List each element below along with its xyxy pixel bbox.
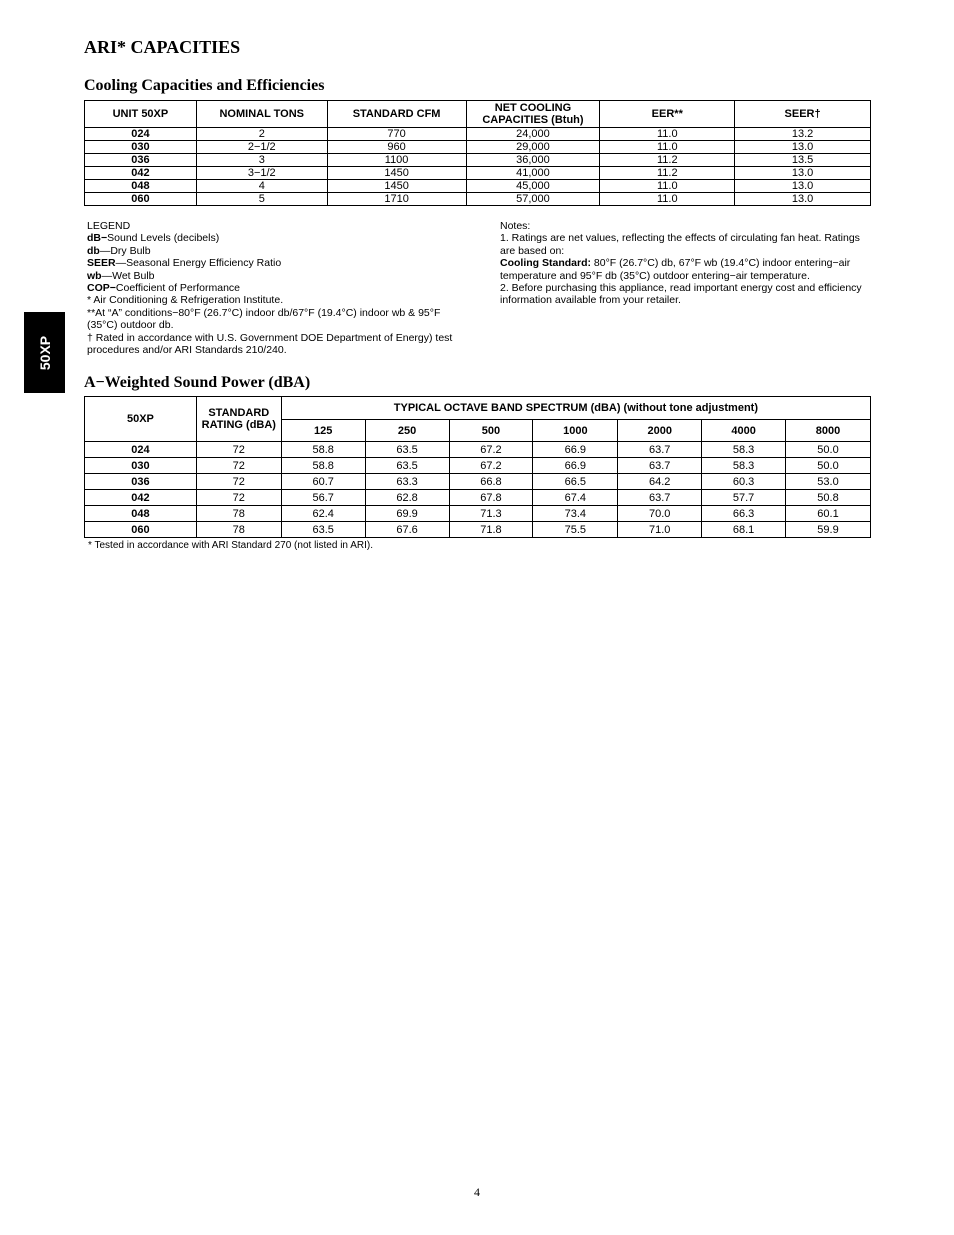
table-cell: 60.3	[702, 474, 786, 490]
table-cell: 71.3	[449, 506, 533, 522]
table-cell: 024	[85, 128, 197, 141]
table-row	[85, 154, 871, 167]
table-cell: 41,000	[466, 167, 600, 180]
table-cell: 71.0	[618, 522, 702, 538]
table-cell: 36,000	[466, 154, 600, 167]
table-cell: 042	[85, 167, 197, 180]
table-cell: 63.5	[365, 442, 449, 458]
note-item: 1. Ratings are net values, reflecting the effects of circulating fan heat. Ratings are based on:	[500, 232, 860, 257]
table-cell: 63.5	[365, 458, 449, 474]
table-cell: 060	[85, 522, 197, 538]
table-cell: 11.0	[600, 180, 735, 193]
legend-term: SEER	[87, 257, 116, 270]
legend-item	[87, 245, 467, 257]
table-header-row	[85, 101, 871, 128]
table-cell: 66.3	[702, 506, 786, 522]
table-cell: 62.8	[365, 490, 449, 506]
table-cell: 13.0	[735, 167, 871, 180]
legend-desc: Sound Levels (decibels)	[107, 232, 220, 245]
table-cell: 66.5	[533, 474, 618, 490]
table-cell: 50.8	[786, 490, 871, 506]
table-cell: 60.1	[786, 506, 871, 522]
sound-footnote: * Tested in accordance with ARI Standard 270 (not listed in ARI).	[88, 540, 373, 551]
column-header: NET COOLING CAPACITIES (Btuh)	[466, 101, 600, 128]
table-cell: 57,000	[466, 193, 600, 206]
band-header: 250	[365, 420, 449, 442]
table-cell: 11.0	[600, 141, 735, 154]
table-cell: 2	[196, 128, 327, 141]
table-cell: 78	[196, 506, 281, 522]
table-cell: 72	[196, 458, 281, 474]
legend-term: db	[87, 244, 100, 257]
legend-footnote: † Rated in accordance with U.S. Government DOE Department of Energy) test procedures and/or ARI Standards 210/240.	[87, 331, 453, 357]
table-cell: 58.8	[281, 442, 365, 458]
column-header: 50XP	[85, 397, 197, 442]
table-cell: 50.0	[786, 442, 871, 458]
column-header: SEER†	[735, 101, 871, 128]
table-row	[85, 490, 871, 506]
band-header: 125	[281, 420, 365, 442]
legend-desc: —Dry Bulb	[99, 244, 151, 257]
table-cell: 770	[327, 128, 466, 141]
table-cell: 78	[196, 522, 281, 538]
cooling-standard-text: 80°F (26.7°C) db, 67°F wb (19.4°C) indoor entering−air temperature and 95°F db (35°C) outdoor entering−air temperature.	[500, 257, 851, 282]
table-header-row	[85, 397, 871, 420]
table-row	[85, 506, 871, 522]
table-cell: 13.2	[735, 128, 871, 141]
table-cell: 73.4	[533, 506, 618, 522]
table-cell: 66.9	[533, 442, 618, 458]
table-cell: 72	[196, 474, 281, 490]
table-cell: 64.2	[618, 474, 702, 490]
table-cell: 75.5	[533, 522, 618, 538]
table-cell: 24,000	[466, 128, 600, 141]
table-row	[85, 167, 871, 180]
legend-term: COP−	[87, 282, 116, 295]
table-cell: 11.2	[600, 154, 735, 167]
table-cell: 29,000	[466, 141, 600, 154]
column-header: TYPICAL OCTAVE BAND SPECTRUM (dBA) (without tone adjustment)	[281, 397, 870, 420]
table-row	[85, 442, 871, 458]
table-cell: 60.7	[281, 474, 365, 490]
cooling-standard-label: Cooling Standard:	[500, 257, 591, 270]
table-cell: 3	[196, 154, 327, 167]
table-cell: 1710	[327, 193, 466, 206]
table-cell: 66.9	[533, 458, 618, 474]
table-cell: 1450	[327, 167, 466, 180]
table-cell: 11.0	[600, 193, 735, 206]
table-cell: 57.7	[702, 490, 786, 506]
table-cell: 58.8	[281, 458, 365, 474]
table-cell: 11.2	[600, 167, 735, 180]
table-cell: 56.7	[281, 490, 365, 506]
note-item: 2. Before purchasing this appliance, read important energy cost and efficiency information available from your retailer.	[500, 282, 862, 307]
table-row	[85, 458, 871, 474]
sound-section-title: A−Weighted Sound Power (dBA)	[84, 374, 311, 391]
table-cell: 50.0	[786, 458, 871, 474]
table-cell: 70.0	[618, 506, 702, 522]
table-cell: 13.5	[735, 154, 871, 167]
table-cell: 048	[85, 180, 197, 193]
column-header: STANDARD CFM	[327, 101, 466, 128]
table-cell: 030	[85, 141, 197, 154]
column-header: EER**	[600, 101, 735, 128]
table-row	[85, 193, 871, 206]
table-cell: 62.4	[281, 506, 365, 522]
table-cell: 53.0	[786, 474, 871, 490]
table-row	[85, 141, 871, 154]
column-header: NOMINAL TONS	[196, 101, 327, 128]
legend-term: wb	[87, 269, 102, 282]
band-header: 4000	[702, 420, 786, 442]
table-cell: 036	[85, 474, 197, 490]
band-header: 8000	[786, 420, 871, 442]
table-row	[85, 180, 871, 193]
table-cell: 58.3	[702, 442, 786, 458]
table-row	[85, 128, 871, 141]
table-cell: 68.1	[702, 522, 786, 538]
legend-heading: LEGEND	[87, 220, 131, 232]
band-header: 500	[449, 420, 533, 442]
band-header: 2000	[618, 420, 702, 442]
side-tab	[24, 312, 65, 393]
table-cell: 036	[85, 154, 197, 167]
column-header: STANDARD RATING (dBA)	[196, 397, 281, 442]
table-cell: 2−1/2	[196, 141, 327, 154]
legend-item	[87, 257, 467, 269]
table-row	[85, 522, 871, 538]
table-cell: 66.8	[449, 474, 533, 490]
table-cell: 67.8	[449, 490, 533, 506]
notes-heading: Notes:	[500, 220, 531, 232]
legend-term: dB−	[87, 232, 108, 245]
sound-power-table	[84, 396, 871, 538]
table-row	[85, 474, 871, 490]
legend-footnote: **At “A” conditions−80°F (26.7°C) indoor db/67°F (19.4°C) indoor wb & 95°F (35°C) outdoor db.	[87, 306, 441, 332]
legend-item	[87, 232, 467, 244]
table-cell: 72	[196, 490, 281, 506]
table-cell: 960	[327, 141, 466, 154]
table-cell: 024	[85, 442, 197, 458]
legend-desc: —Seasonal Energy Efficiency Ratio	[115, 257, 282, 270]
legend-desc: Coefficient of Performance	[115, 282, 241, 295]
table-cell: 13.0	[735, 141, 871, 154]
table-cell: 67.6	[365, 522, 449, 538]
note-cooling-standard	[500, 257, 875, 282]
table-cell: 060	[85, 193, 197, 206]
table-cell: 4	[196, 180, 327, 193]
notes	[500, 220, 875, 307]
legend-item	[87, 270, 467, 282]
table-cell: 45,000	[466, 180, 600, 193]
table-cell: 5	[196, 193, 327, 206]
table-cell: 11.0	[600, 128, 735, 141]
table-cell: 59.9	[786, 522, 871, 538]
legend	[87, 220, 467, 356]
table-cell: 1450	[327, 180, 466, 193]
table-cell: 048	[85, 506, 197, 522]
table-cell: 67.2	[449, 458, 533, 474]
table-cell: 13.0	[735, 193, 871, 206]
table-cell: 3−1/2	[196, 167, 327, 180]
table-cell: 1100	[327, 154, 466, 167]
table-cell: 58.3	[702, 458, 786, 474]
cooling-capacities-table	[84, 100, 871, 206]
legend-footnote: * Air Conditioning & Refrigeration Institute.	[87, 294, 284, 307]
side-tab-label: 50XP	[36, 335, 53, 370]
table-cell: 72	[196, 442, 281, 458]
table-cell: 63.7	[618, 458, 702, 474]
table-cell: 63.3	[365, 474, 449, 490]
column-header: UNIT 50XP	[85, 101, 197, 128]
legend-desc: —Wet Bulb	[101, 269, 155, 282]
table-cell: 030	[85, 458, 197, 474]
band-header: 1000	[533, 420, 618, 442]
table-cell: 67.4	[533, 490, 618, 506]
table-cell: 63.7	[618, 442, 702, 458]
table-cell: 67.2	[449, 442, 533, 458]
page-title: ARI* CAPACITIES	[84, 37, 241, 57]
table-cell: 63.7	[618, 490, 702, 506]
table-cell: 13.0	[735, 180, 871, 193]
table-cell: 042	[85, 490, 197, 506]
table-cell: 71.8	[449, 522, 533, 538]
cooling-section-title: Cooling Capacities and Efficiencies	[84, 77, 325, 94]
table-cell: 69.9	[365, 506, 449, 522]
legend-item	[87, 282, 467, 294]
page-number: 4	[474, 1185, 480, 1199]
table-cell: 63.5	[281, 522, 365, 538]
